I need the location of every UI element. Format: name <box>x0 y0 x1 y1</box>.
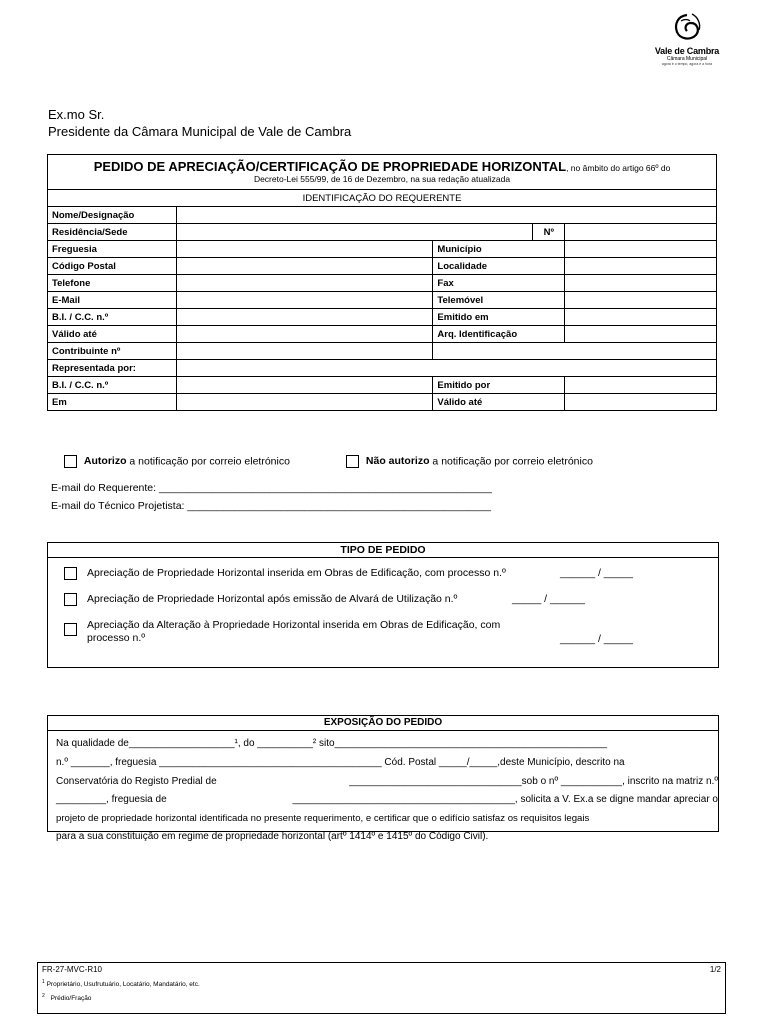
municipality-logo <box>652 12 722 74</box>
exposicao-header: EXPOSIÇÃO DO PEDIDO <box>48 716 718 731</box>
exposicao-line-4a[interactable]: _________, freguesia de <box>56 794 167 805</box>
field-residencia[interactable] <box>176 224 532 241</box>
field-valido-representante[interactable] <box>565 394 717 411</box>
tipo-pedido-box <box>47 542 719 668</box>
label-telefone: Telefone <box>48 275 177 292</box>
email-requerente-line[interactable]: E-mail do Requerente: _________________________________________________________ <box>51 482 492 494</box>
exposicao-line-5: projeto de propriedade horizontal identificada no presente requerimento, e certificar que o edifício satisfaz os requisitos legais <box>56 813 590 824</box>
form-decree: Decreto-Lei 555/99, de 16 de Dezembro, na sua redação atualizada <box>253 174 511 184</box>
label-nome: Nome/Designação <box>48 207 177 224</box>
footnote-2 <box>42 993 91 1002</box>
exposicao-line-6: para a sua constituição em regime de propriedade horizontal (artº 1414º e 1415º do Código Civil). <box>56 831 489 842</box>
field-emitido-em[interactable] <box>565 309 717 326</box>
footnote-1-text: Proprietário, Usufrutuário, Locatário, Mandatário, etc. <box>46 981 200 989</box>
field-telefone[interactable] <box>176 275 432 292</box>
field-localidade[interactable] <box>565 258 717 275</box>
label-codigo-postal: Código Postal <box>48 258 177 275</box>
label-valido-representante: Válido até <box>433 394 565 411</box>
label-arq: Arq. Identificação <box>433 326 565 343</box>
footnote-2-mark: 2 <box>42 993 45 999</box>
tipo-item-3-text-line1: Apreciação da Alteração à Propriedade Horizontal inserida em Obras de Edificação, com <box>87 619 501 631</box>
field-municipio[interactable] <box>565 241 717 258</box>
exposicao-line-4b[interactable]: ________________________________________, solicita a V. Ex.a se digne mandar apreciar o <box>292 794 718 805</box>
field-codigo-postal[interactable] <box>176 258 432 275</box>
footnote-1-mark: 1 <box>42 979 45 985</box>
field-contribuinte-extra[interactable] <box>433 343 717 360</box>
logo-swirl-icon <box>670 12 704 46</box>
label-fax: Fax <box>433 275 565 292</box>
deny-bold: Não autorizo <box>365 455 430 468</box>
label-municipio: Município <box>433 241 565 258</box>
tipo-item-3-checkbox[interactable] <box>64 623 77 636</box>
field-freguesia[interactable] <box>176 241 432 258</box>
label-bi-representante: B.I. / C.C. n.º <box>48 377 177 394</box>
addressee-block <box>48 106 351 140</box>
tipo-item-1-text: Apreciação de Propriedade Horizontal inserida em Obras de Edificação, com processo n.º <box>87 567 506 579</box>
exposicao-line-1[interactable]: Na qualidade de___________________¹, do __________² sito_________________________________________________ <box>56 738 608 749</box>
tipo-item-2-checkbox[interactable] <box>64 593 77 606</box>
field-email[interactable] <box>176 292 432 309</box>
field-bi[interactable] <box>176 309 432 326</box>
field-telemovel[interactable] <box>565 292 717 309</box>
field-arq[interactable] <box>565 326 717 343</box>
label-valido: Válido até <box>48 326 177 343</box>
form-title-suffix: , no âmbito do artigo 66º do <box>566 163 671 173</box>
field-valido[interactable] <box>176 326 432 343</box>
deny-text: a notificação por correio eletrónico <box>429 455 593 468</box>
field-representada[interactable] <box>176 360 716 377</box>
label-contribuinte: Contribuinte nº <box>48 343 177 360</box>
label-telemovel: Telemóvel <box>433 292 565 309</box>
addressee-title: Ex.mo Sr. <box>48 107 105 122</box>
label-freguesia: Freguesia <box>48 241 177 258</box>
deny-checkbox[interactable] <box>346 455 359 468</box>
tipo-pedido-header: TIPO DE PEDIDO <box>48 543 718 558</box>
label-localidade: Localidade <box>433 258 565 275</box>
exposicao-line-3b[interactable]: _______________________________sob o nº ___________, inscrito na matriz n.º <box>349 776 718 787</box>
page-footer <box>37 962 726 1014</box>
label-emitido-em: Emitido em <box>433 309 565 326</box>
field-bi-representante[interactable] <box>176 377 432 394</box>
label-emitido-por: Emitido por <box>433 377 565 394</box>
field-numero[interactable] <box>565 224 717 241</box>
deny-option[interactable] <box>346 455 593 468</box>
field-emitido-por[interactable] <box>565 377 717 394</box>
authorize-text: a notificação por correio eletrónico <box>126 455 290 468</box>
authorize-option[interactable] <box>64 455 290 468</box>
form-code: FR-27-MVC-R10 <box>42 965 103 974</box>
form-title-cell <box>48 155 717 190</box>
exposicao-line-4[interactable] <box>56 794 718 806</box>
tipo-item-2-blank[interactable]: _____ / ______ <box>512 593 585 605</box>
tipo-item-3-text-line2: processo n.º <box>87 632 146 644</box>
field-nome[interactable] <box>176 207 716 224</box>
logo-subtitle: Câmara Municipal <box>666 56 708 62</box>
label-em: Em <box>48 394 177 411</box>
logo-title: Vale de Cambra <box>654 46 720 56</box>
exposicao-line-3[interactable] <box>56 776 718 788</box>
footnote-1 <box>42 979 200 988</box>
field-fax[interactable] <box>565 275 717 292</box>
label-email: E-Mail <box>48 292 177 309</box>
label-bi: B.I. / C.C. n.º <box>48 309 177 326</box>
tipo-item-3[interactable] <box>64 619 714 651</box>
logo-tagline: agora é o tempo, agora é a hora <box>661 62 713 66</box>
email-tecnico-line[interactable]: E-mail do Técnico Projetista: ____________________________________________________ <box>51 500 492 512</box>
field-em[interactable] <box>176 394 432 411</box>
page-number: 1/2 <box>709 965 721 974</box>
identification-header: IDENTIFICAÇÃO DO REQUERENTE <box>48 190 717 207</box>
label-residencia: Residência/Sede <box>48 224 177 241</box>
tipo-item-1-checkbox[interactable] <box>64 567 77 580</box>
field-contribuinte[interactable] <box>176 343 432 360</box>
authorize-checkbox[interactable] <box>64 455 77 468</box>
tipo-item-1-blank[interactable]: ______ / _____ <box>560 567 633 579</box>
tipo-item-2-text: Apreciação de Propriedade Horizontal após emissão de Alvará de Utilização n.º <box>87 593 458 605</box>
identification-table <box>47 154 717 411</box>
footnote-2-text: Prédio/Fração <box>50 995 92 1003</box>
exposicao-line-2[interactable]: n.º _______, freguesia ________________________________________ Cód. Postal _____/_____,deste Município, descrito na <box>56 757 625 768</box>
label-numero: Nº <box>533 224 565 241</box>
addressee-name: Presidente da Câmara Municipal de Vale de Cambra <box>48 124 352 139</box>
exposicao-line-3a: Conservatória do Registo Predial de <box>56 776 217 787</box>
form-title: PEDIDO DE APRECIAÇÃO/CERTIFICAÇÃO DE PROPRIEDADE HORIZONTAL <box>93 159 567 174</box>
label-representada: Representada por: <box>48 360 177 377</box>
tipo-item-3-blank[interactable]: ______ / _____ <box>560 633 633 645</box>
exposicao-box <box>47 715 719 842</box>
authorize-bold: Autorizo <box>83 455 127 468</box>
